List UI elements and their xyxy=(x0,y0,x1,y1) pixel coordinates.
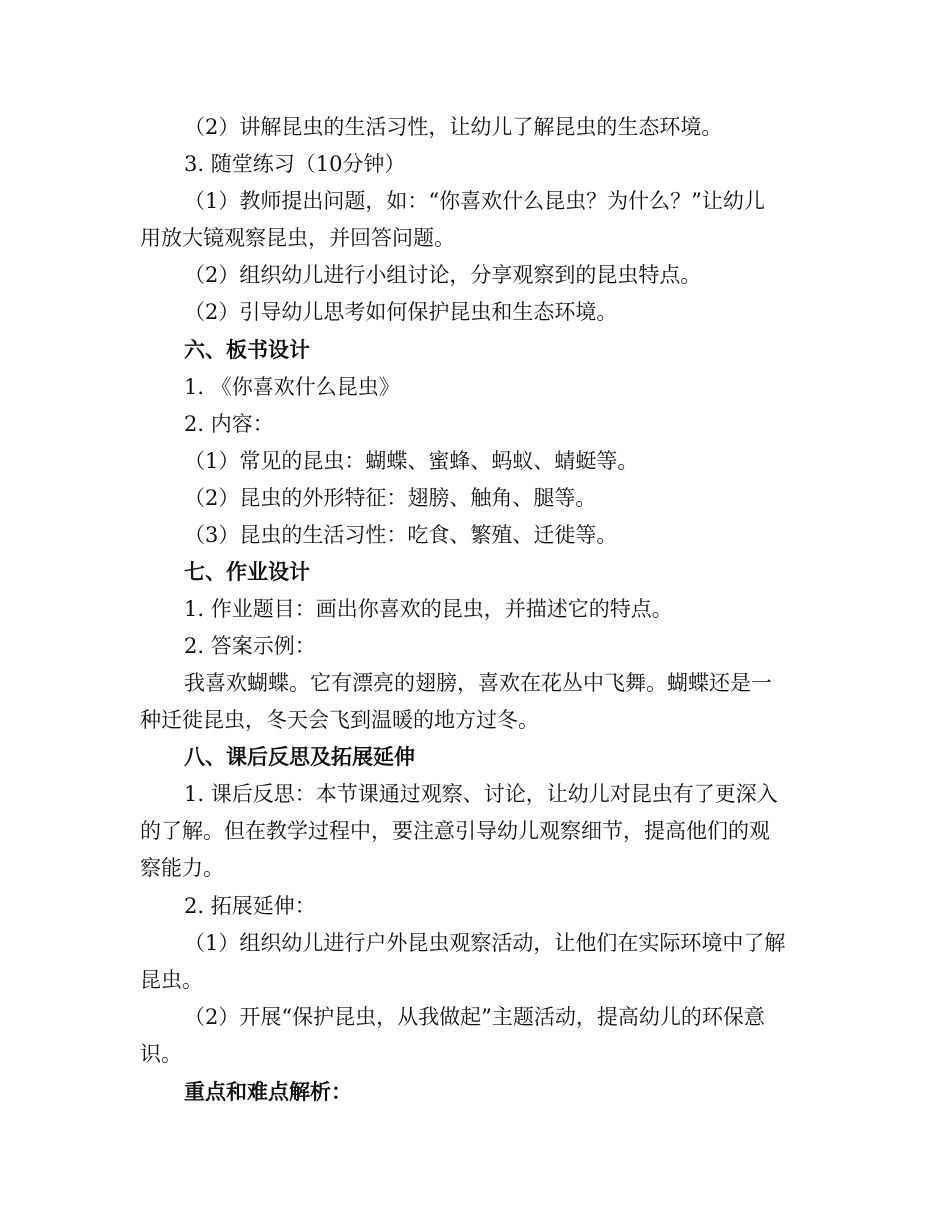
list-item: 2. 答案示例： xyxy=(184,634,316,658)
paragraph-line: （2）昆虫的外形特征：翅膀、触角、腿等。 xyxy=(184,486,597,510)
list-item: 3. 随堂练习（10分钟） xyxy=(184,152,406,176)
paragraph-line: （1）组织幼儿进行户外昆虫观察活动，让他们在实际环境中了解 xyxy=(184,931,786,955)
paragraph-line: （1）教师提出问题，如：“你喜欢什么昆虫？为什么？”让幼儿 xyxy=(184,189,765,213)
paragraph-line: 种迁徙昆虫，冬天会飞到温暖的地方过冬。 xyxy=(140,708,539,732)
paragraph-line: 用放大镜观察昆虫，并回答问题。 xyxy=(140,226,455,250)
list-item: 1. 作业题目：画出你喜欢的昆虫，并描述它的特点。 xyxy=(184,597,673,621)
paragraph-line: 识。 xyxy=(140,1042,182,1066)
paragraph-line: （2）开展“保护昆虫，从我做起”主题活动，提高幼儿的环保意 xyxy=(184,1005,765,1029)
section-heading: 七、作业设计 xyxy=(184,559,310,584)
section-heading: 八、课后反思及拓展延伸 xyxy=(184,744,415,769)
list-item: 2. 拓展延伸： xyxy=(184,894,316,918)
list-item: 1. 《你喜欢什么昆虫》 xyxy=(184,375,400,399)
paragraph-line: （2）组织幼儿进行小组讨论，分享观察到的昆虫特点。 xyxy=(184,263,702,287)
paragraph-line: 察能力。 xyxy=(140,856,224,880)
list-item: 1. 课后反思：本节课通过观察、讨论，让幼儿对昆虫有了更深入 xyxy=(184,782,778,806)
section-heading: 重点和难点解析： xyxy=(184,1079,352,1104)
paragraph-line: （2）讲解昆虫的生活习性，让幼儿了解昆虫的生态环境。 xyxy=(184,115,723,139)
paragraph-line: 的了解。但在教学过程中，要注意引导幼儿观察细节，提高他们的观 xyxy=(140,819,770,843)
paragraph-line: （1）常见的昆虫：蝴蝶、蜜蜂、蚂蚁、蜻蜓等。 xyxy=(184,449,639,473)
paragraph-line: （2）引导幼儿思考如何保护昆虫和生态环境。 xyxy=(184,300,618,324)
section-heading: 六、板书设计 xyxy=(184,337,310,362)
list-item: 2. 内容： xyxy=(184,412,274,436)
paragraph-line: 昆虫。 xyxy=(140,968,203,992)
paragraph-line: （3）昆虫的生活习性：吃食、繁殖、迁徙等。 xyxy=(184,523,618,547)
paragraph-line: 我喜欢蝴蝶。它有漂亮的翅膀，喜欢在花丛中飞舞。蝴蝶还是一 xyxy=(184,671,772,695)
